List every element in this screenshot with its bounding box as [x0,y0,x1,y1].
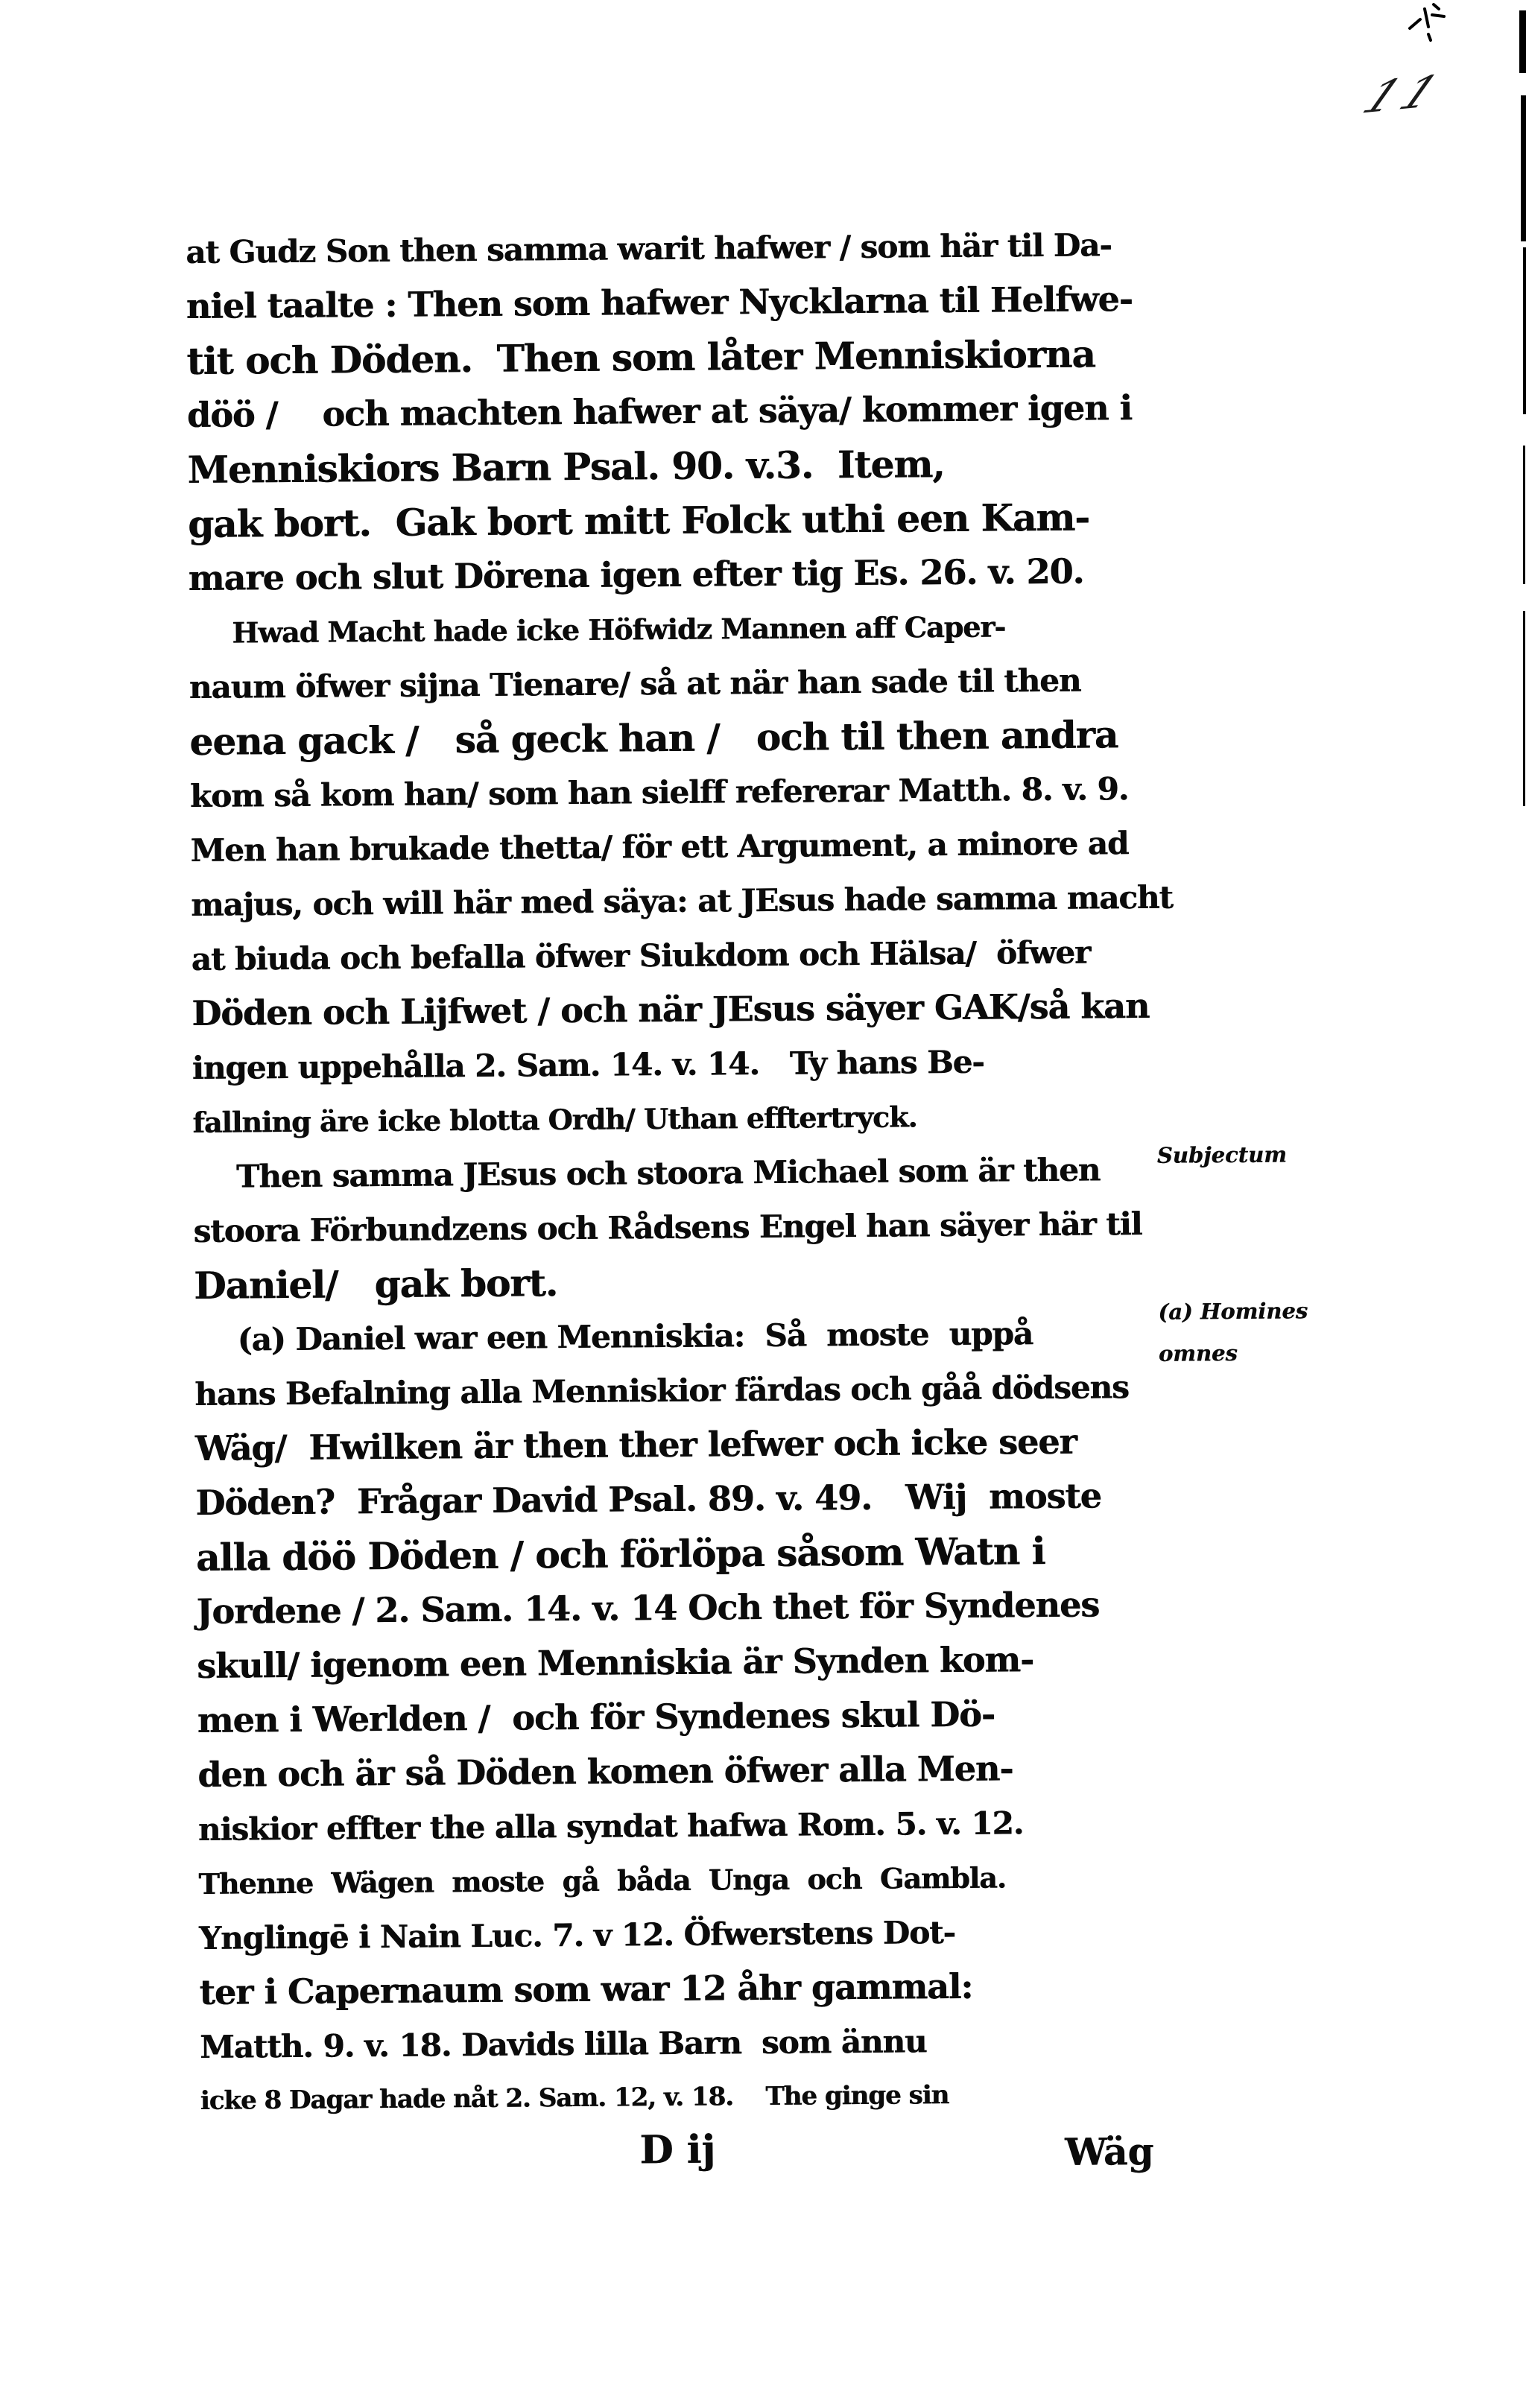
text-line: eena gack / så geck han / och til then andra [189,712,1118,764]
scan-edge-artifact [1523,611,1525,806]
text-block [186,218,1173,2129]
text-line: Then samma JEsus och stoora Michael som är then [235,1151,1101,1195]
text-line: Matth. 9. v. 18. Davids lilla Barn som ännu [199,2023,927,2065]
scan-edge-artifact [1523,247,1526,414]
scan-edge-artifact [1523,446,1525,584]
margin-note-subjectum: Subjectum [1156,1141,1287,1168]
text-line: naum öfwer sijna Tienare/ så at när han sade til then [189,662,1081,706]
text-line: men i Werlden / och för Syndenes skul Dö- [197,1693,995,1740]
ink-blot-icon [1404,1,1453,46]
signature-mark: D ij [639,2126,716,2173]
text-line: fallning äre icke blotta Ordh/ Uthan efftertryck. [192,1100,917,1140]
text-line: Döden? Frågar David Psal. 89. v. 49. Wij moste [195,1475,1102,1523]
margin-note-homines: (a) Homines [1158,1298,1308,1325]
text-line: Menniskiors Barn Psal. 90. v.3. Item, [187,442,945,492]
text-line: Jordene / 2. Sam. 14. v. 14 Och thet för Syndenes [196,1584,1100,1632]
footer-row [200,2123,1159,2198]
text-line: icke 8 Dagar hade nåt 2. Sam. 12, v. 18. The ginge sin [200,2080,949,2116]
text-line: döö / och machten hafwer at säya/ kommer igen i [186,387,1133,436]
text-line: Thenne Wägen moste gå båda Unga och Gambla. [198,1860,1007,1901]
text-line: niel taalte : Then som hafwer Nycklarna til Helfwe- [186,279,1133,327]
text-line: hans Befalning alla Menniskior färdas och gåå dödsens [194,1369,1129,1413]
text-line: ingen uppehålla 2. Sam. 14. v. 14. Ty hans Be- [191,1043,984,1087]
scan-edge-artifact [1521,95,1526,241]
text-line: kom så kom han/ som han sielff refererar Matth. 8. v. 9. [189,770,1129,815]
text-line: majus, och will här med säya: at JEsus hade samma macht [190,878,1173,924]
scan-edge-artifact [1519,10,1526,73]
text-line: tit och Döden. Then som låter Menniskiorna [186,332,1095,384]
handwritten-page-number: 11 [1354,65,1454,124]
text-line: den och är så Döden komen öfwer alla Men- [197,1748,1013,1795]
text-line: mare och slut Dörena igen efter tig Es. 26. v. 20. [188,551,1084,599]
text-line: niskior effter the alla syndat hafwa Rom. 5. v. 12. [197,1805,1024,1848]
text-line: Daniel/ gak bort. [193,1261,558,1308]
text-line: (a) Daniel war een Menniskia: Så moste uppå [237,1315,1033,1358]
text-line: Men han brukade thetta/ för ett Argument, a minore ad [190,825,1129,869]
text-line: Döden och Lijfwet / och när JEsus säyer GAK/så kan [191,985,1150,1034]
text-line: at biuda och befalla öfwer Siukdom och Hälsa/ öfwer [191,934,1091,978]
text-line: alla döö Döden / och förlöpa såsom Watn i [195,1529,1045,1580]
text-line: Hwad Macht hade icke Höfwidz Mannen aff Caper- [232,609,1006,650]
text-line: Ynglingē i Nain Luc. 7. v 12. Öfwerstens Dot- [198,1914,956,1956]
text-line: skull/ igenom een Menniskia är Synden kom- [196,1639,1034,1686]
text-line: gak bort. Gak bort mitt Folck uthi een Kam- [187,495,1090,547]
margin-note-omnes: omnes [1158,1340,1238,1366]
catchword: Wäg [1064,2129,1154,2174]
text-line: stoora Förbundzens och Rådsens Engel han säyer här til [193,1205,1142,1250]
text-line: ter i Capernaum som war 12 åhr gammal: [199,1965,973,2012]
text-line: at Gudz Son then samma warit hafwer / som här til Da- [186,226,1112,271]
text-line: Wäg/ Hwilken är then ther lefwer och icke seer [194,1421,1077,1469]
